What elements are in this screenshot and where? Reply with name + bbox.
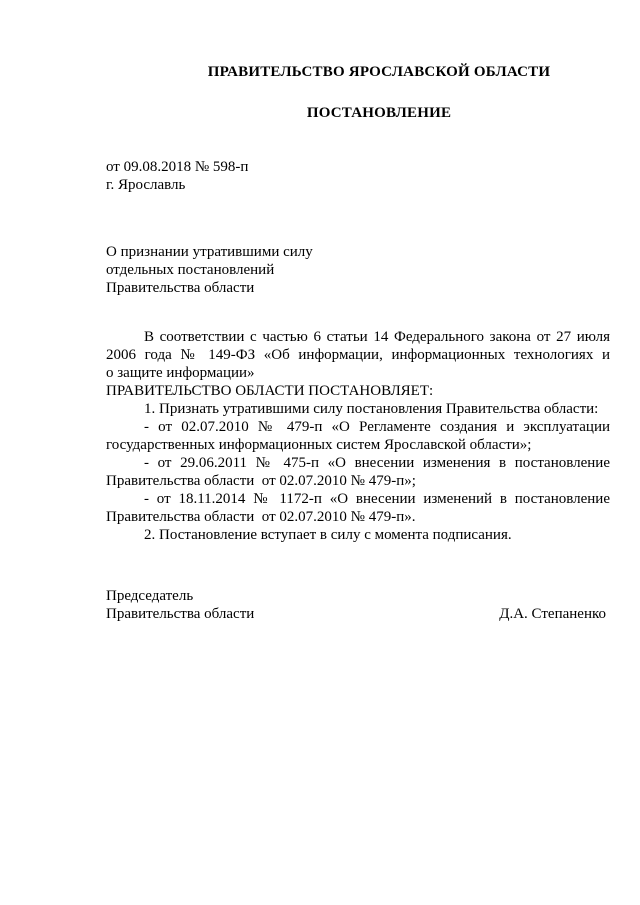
signatory-name: Д.А. Степаненко (499, 606, 606, 622)
resolves-statement: ПРАВИТЕЛЬСТВО ОБЛАСТИ ПОСТАНОВЛЯЕТ: (106, 383, 434, 399)
preamble-line-2: 2006 года № 149-ФЗ «Об информации, информационных технологиях и (106, 347, 610, 363)
document-type-heading: ПОСТАНОВЛЕНИЕ (306, 105, 452, 121)
sub-item-2-line-1: - от 29.06.2011 № 475-п «О внесении изменения в постановление (144, 455, 610, 471)
item-2: 2. Постановление вступает в силу с момента подписания. (144, 527, 512, 543)
sub-item-2-line-2: Правительства области от 02.07.2010 № 479-п»; (106, 473, 416, 489)
preamble-line-1: В соответствии с частью 6 статьи 14 Федерального закона от 27 июля (144, 329, 610, 345)
date-number: от 09.08.2018 № 598-п (106, 159, 249, 175)
sub-item-3-line-2: Правительства области от 02.07.2010 № 479-п». (106, 509, 416, 525)
signature-block (106, 587, 610, 623)
government-heading: ПРАВИТЕЛЬСТВО ЯРОСЛАВСКОЙ ОБЛАСТИ (207, 64, 551, 80)
signatory-position-line-2: Правительства области (106, 606, 255, 622)
city: г. Ярославль (106, 177, 186, 193)
subject-line-3: Правительства области (106, 280, 255, 296)
sub-item-1-line-1: - от 02.07.2010 № 479-п «О Регламенте создания и эксплуатации (144, 419, 610, 435)
signatory-position-line-1: Председатель (106, 588, 194, 604)
document-subject (106, 243, 313, 297)
document-body (106, 328, 610, 544)
sub-item-3-line-1: - от 18.11.2014 № 1172-п «О внесении изменений в постановление (144, 491, 610, 507)
document-meta (106, 158, 248, 194)
preamble-line-3: о защите информации» (106, 365, 255, 381)
item-1: 1. Признать утратившими силу постановления Правительства области: (144, 401, 599, 417)
sub-item-1-line-2: государственных информационных систем Ярославской области»; (106, 437, 532, 453)
subject-line-2: отдельных постановлений (106, 262, 275, 278)
subject-line-1: О признании утратившими силу (106, 244, 313, 260)
